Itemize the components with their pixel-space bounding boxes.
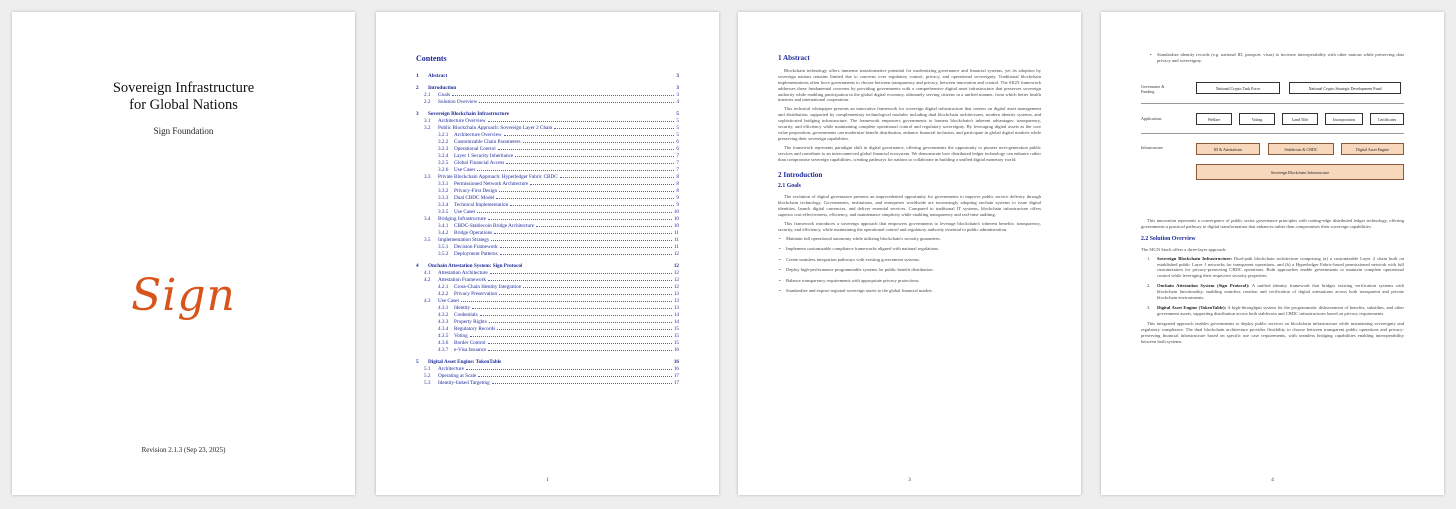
toc-entry-title: Bridging Infrastructure — [438, 216, 486, 222]
toc-entry[interactable] — [416, 118, 679, 125]
toc-entry-page: 9 — [676, 202, 679, 208]
toc-entry-page: 10 — [673, 223, 679, 229]
toc-entry-number: 3.2.2 — [438, 139, 449, 145]
toc-entry-page: 12 — [673, 277, 679, 283]
diagram-row-infrastructure — [1141, 134, 1404, 202]
toc-entry[interactable] — [416, 312, 679, 319]
solution-list — [1147, 256, 1404, 317]
toc-entry-number: 4.3.1 — [438, 305, 449, 311]
toc-dot-leader — [478, 373, 671, 377]
toc-entry-number: 5.2 — [424, 373, 431, 379]
toc-entry-number: 3.4.2 — [438, 230, 449, 236]
toc-entry-page: 12 — [673, 263, 679, 269]
toc-dot-leader — [510, 202, 674, 206]
toc-entry[interactable] — [416, 174, 679, 181]
toc-entry[interactable] — [416, 298, 679, 305]
cover-author: Sign Foundation — [153, 126, 214, 136]
cover-page — [12, 12, 355, 495]
diagram-box: National Crypto Strategic Development Fund — [1289, 82, 1401, 94]
toc-entry[interactable] — [416, 291, 679, 298]
toc-entry-page: 7 — [676, 153, 679, 159]
page4-body — [1141, 218, 1404, 347]
toc-entry-page: 16 — [673, 347, 679, 353]
toc-dot-leader — [488, 216, 672, 220]
page-number: 3 — [908, 477, 911, 483]
toc-entry-page: 5 — [676, 111, 679, 117]
diagram-row-label: Governance & Funding — [1141, 84, 1165, 94]
toc-entry-page: 13 — [673, 305, 679, 311]
body-paragraph: This integrated approach enables governments to deploy public services on blockchain infrastructure while maintaining sovereignty and regulatory compliance. The dual blockchain architecture provides flexibility to choose between transparent public operations and privacy-preserving financial infrastructure based on specific use case requirements, with seamless bridging capabilities enabling interoperability between both systems. — [1141, 320, 1404, 344]
toc-dot-leader — [536, 223, 672, 227]
solution-page — [1101, 12, 1444, 495]
solution-overview-heading: 2.2 Solution Overview — [1141, 235, 1196, 242]
toc-entry-title: Onchain Attestation System: Sign Protocol — [428, 263, 523, 269]
toc-entry-title: Regulatory Records — [454, 326, 496, 332]
list-item — [1147, 256, 1404, 280]
toc-entry-page: 7 — [676, 167, 679, 173]
toc-entry-title: Permissioned Network Architecture — [454, 181, 529, 187]
toc-entry[interactable] — [416, 263, 679, 270]
toc-entry[interactable] — [416, 319, 679, 326]
list-item — [1147, 305, 1404, 317]
toc-entry[interactable] — [416, 181, 679, 188]
toc-entry-title: Abstract — [428, 73, 448, 79]
toc-entry-title: Deployment Patterns — [454, 251, 498, 257]
toc-entry-title: Identity — [454, 305, 471, 311]
list-item: • Balance transparency requirements with appropriate privacy protections. — [778, 278, 1041, 284]
toc-entry[interactable] — [416, 359, 679, 366]
toc-entry-page: 16 — [673, 366, 679, 372]
toc-dot-leader — [470, 333, 672, 337]
toc-entry-number: 4.3.2 — [438, 312, 449, 318]
toc-dot-leader — [503, 359, 671, 363]
toc-entry-title: Use Cases — [454, 167, 476, 173]
toc-entry-number: 3.2.3 — [438, 146, 449, 152]
goals-paragraph: The evolution of digital governance presents an unprecedented opportunity for governments to improve public service delivery through blockchain technology. Governments, institutions, and enterprises worldwide are increasingly adopting onchain systems to issue digital identities, launch digital currencies, and deliver essential services. Compared to traditional IT systems, blockchain infrastructure offers superior cost-effectiveness, efficiency, and maintenance simplicity while enabling transparency and real-time auditing. — [778, 194, 1041, 218]
toc-entry-page: 11 — [674, 244, 679, 250]
abstract-paragraph: This technical whitepaper presents an innovative framework for sovereign digital infrastructure that centers on digital asset management and distribution, supported by complementary technological modules including dual blockchain architectures, modern identity systems, and sophisticated bridging infrastructure. The framework empowers governments to harness blockchain's inherent advantages: transparency, security, and efficiency while maintaining complete operational control and regulatory sovereignty. By leveraging digital assets as the core value proposition, governments can modernize benefit distribution, enhance financial inclusion, and participate in global digital markets while preserving their sovereign capabilities. — [778, 106, 1041, 141]
toc-entry-number: 3.4 — [424, 216, 431, 222]
toc-entry-number: 4.3.7 — [438, 347, 449, 353]
toc-entry-page: 17 — [673, 380, 679, 386]
toc-entry-page: 6 — [676, 139, 679, 145]
toc-entry-page: 4 — [676, 99, 679, 105]
toc-entry-number: 5.3 — [424, 380, 431, 386]
toc-entry-title: CBDC-Stablecoin Bridge Architecture — [454, 223, 535, 229]
toc-entry[interactable] — [416, 216, 679, 223]
toc-entry-page: 5 — [676, 132, 679, 138]
toc-entry-title: Cross-Chain Identity Integration — [454, 284, 522, 290]
toc-dot-leader — [466, 366, 672, 370]
toc-entry-title: Bridge Operations — [454, 230, 493, 236]
page3-body — [778, 54, 1041, 299]
toc-entry-page: 10 — [673, 209, 679, 215]
sign-logo: Sign — [131, 270, 236, 321]
diagram-base-box: Sovereign Blockchain Infrastructure — [1196, 164, 1404, 180]
toc-entry-page: 15 — [673, 326, 679, 332]
toc-entry-title: Architecture Overview — [454, 132, 502, 138]
toc-entry-title: Dual CBDC Model — [454, 195, 495, 201]
page4-top — [1141, 52, 1404, 68]
toc-entry-number: 3.2 — [424, 125, 431, 131]
sign-stack-diagram — [1141, 74, 1404, 202]
toc-dot-leader — [500, 251, 672, 255]
toc-entry-page: 15 — [673, 340, 679, 346]
toc-entry-number: 3.5 — [424, 237, 431, 243]
list-number: 3. — [1147, 304, 1151, 310]
toc-entry[interactable] — [416, 380, 679, 387]
toc-entry-title: e-Visa Issuance — [454, 347, 487, 353]
toc-list — [416, 73, 679, 387]
toc-dot-leader — [500, 244, 672, 248]
toc-dot-leader — [461, 298, 671, 302]
toc-entry-number: 3.1 — [424, 118, 431, 124]
list-item-title: Digital Asset Engine (TokenTable): — [1157, 304, 1227, 310]
toc-entry-number: 3.2.6 — [438, 167, 449, 173]
toc-entry[interactable] — [416, 153, 679, 160]
toc-entry-page: 5 — [676, 118, 679, 124]
list-item-title: Onchain Attestation System (Sign Protocol): — [1157, 283, 1250, 289]
diagram-row-label: Applications — [1141, 116, 1162, 121]
abstract-heading: 1 Abstract — [778, 54, 810, 62]
list-item-text: Dual-path blockchain architecture comprising (a) a customizable Layer 2 chain built on established public Layer 1 networks for transparent operations, and (b) a Hyperledger Fabric-based permissioned network with full customization for privacy-preserving CBDC operations. Both approaches enable governments to maintain complete operational control while leveraging their respective security properties. — [1157, 255, 1404, 279]
toc-entry[interactable] — [416, 73, 679, 80]
toc-entry[interactable] — [416, 284, 679, 291]
toc-entry-title: Architecture — [438, 366, 464, 372]
list-item-title: Sovereign Blockchain Infrastructure: — [1157, 255, 1232, 261]
toc-entry-title: Attestation Architecture — [438, 270, 488, 276]
toc-entry-title: Credentials — [454, 312, 478, 318]
toc-entry-title: Technical Implementation — [454, 202, 509, 208]
toc-entry[interactable] — [416, 85, 679, 92]
toc-entry-number: 4.2 — [424, 277, 431, 283]
toc-entry-title: Goals — [438, 92, 451, 98]
toc-entry-page: 11 — [674, 230, 679, 236]
toc-dot-leader — [477, 209, 671, 213]
toc-dot-leader — [506, 160, 674, 164]
toc-entry-page: 13 — [673, 298, 679, 304]
toc-entry[interactable] — [416, 230, 679, 237]
toc-entry-page: 14 — [673, 319, 679, 325]
toc-entry-page: 11 — [674, 237, 679, 243]
toc-entry-page: 3 — [676, 92, 679, 98]
toc-dot-leader — [499, 291, 672, 295]
toc-entry-title: Implementation Strategy — [438, 237, 490, 243]
diagram-box: Welfare — [1196, 113, 1232, 125]
introduction-heading: 2 Introduction — [778, 170, 823, 179]
toc-entry-number: 2.2 — [424, 99, 431, 105]
toc-entry-number: 4.2.2 — [438, 291, 449, 297]
toc-entry-number: 4.3.6 — [438, 340, 449, 346]
toc-entry-title: Attestation Framework — [438, 277, 486, 283]
toc-entry[interactable] — [416, 188, 679, 195]
toc-entry[interactable] — [416, 305, 679, 312]
list-number: 2. — [1147, 283, 1151, 289]
toc-entry-number: 2 — [416, 85, 419, 91]
list-item: • Standardize identity records (e.g. national ID, passport, visas) to increase interoperability with other nations while preserving data privacy and sovereignty. — [1149, 52, 1404, 64]
toc-heading: Contents — [416, 54, 447, 63]
toc-entry-title: Private Blockchain Approach: Hyperledger Fabric CBDC — [438, 174, 558, 180]
list-item-text: A high-throughput system for the programmatic disbursement of benefits, subsidies, and other government assets, supporting distribution across both stablecoin and CBDC infrastructures based on privacy requirements. — [1157, 304, 1404, 316]
toc-entry-page: 8 — [676, 174, 679, 180]
toc-entry[interactable] — [416, 132, 679, 139]
toc-entry-number: 4.3.3 — [438, 319, 449, 325]
diagram-box: ID & Attestations — [1196, 143, 1260, 155]
diagram-row-applications — [1141, 104, 1404, 134]
goals-list — [778, 236, 1041, 294]
toc-dot-leader — [497, 326, 671, 330]
toc-entry[interactable] — [416, 125, 679, 132]
toc-entry-title: Use Cases — [454, 209, 476, 215]
toc-entry[interactable] — [416, 333, 679, 340]
toc-dot-leader — [492, 380, 672, 384]
toc-dot-leader — [494, 230, 672, 234]
toc-entry-title: Operating at Scale — [438, 373, 477, 379]
toc-entry-page: 6 — [676, 146, 679, 152]
toc-entry[interactable] — [416, 277, 679, 284]
abstract-paragraph: The framework represents paradigm shift in digital governance, offering governments the opportunity to pioneer next-generation public services and contribute to an interconnected global financial ecosystem. We demonstrate how distributed ledger technology can enhance rather than compromise sovereign capabilities, creating pathways for nations to collaborate in building a unified digital monetary world. — [778, 144, 1041, 162]
toc-entry-page: 8 — [676, 181, 679, 187]
toc-page — [376, 12, 719, 495]
toc-dot-leader — [480, 312, 672, 316]
toc-entry-title: Use Cases — [438, 298, 460, 304]
toc-entry-number: 3.3.4 — [438, 202, 449, 208]
toc-entry[interactable] — [416, 340, 679, 347]
toc-entry[interactable] — [416, 251, 679, 258]
toc-entry-number: 3.4.1 — [438, 223, 449, 229]
toc-dot-leader — [488, 347, 671, 351]
diagram-row-governance — [1141, 74, 1404, 104]
toc-dot-leader — [488, 277, 672, 281]
toc-entry[interactable] — [416, 202, 679, 209]
toc-dot-leader — [489, 319, 672, 323]
toc-entry[interactable] — [416, 111, 679, 118]
toc-entry[interactable] — [416, 209, 679, 216]
abstract-page — [738, 12, 1081, 495]
toc-entry-title: Layer 1 Security Inheritance — [454, 153, 514, 159]
toc-dot-leader — [523, 139, 675, 143]
toc-entry-title: Architecture Overview — [438, 118, 486, 124]
top-list — [1141, 52, 1404, 64]
toc-entry-number: 3.3.3 — [438, 195, 449, 201]
toc-entry-number: 3.3.1 — [438, 181, 449, 187]
toc-entry-title: Customizable Chain Parameters — [454, 139, 521, 145]
diagram-box: Incorporation — [1325, 113, 1363, 125]
toc-entry-number: 3.2.4 — [438, 153, 449, 159]
toc-entry-title: Public Blockchain Approach: Sovereign Layer 2 Chain — [438, 125, 553, 131]
toc-entry[interactable] — [416, 160, 679, 167]
toc-dot-leader — [524, 263, 671, 267]
toc-entry-page: 9 — [676, 195, 679, 201]
toc-entry-number: 3.5.2 — [438, 251, 449, 257]
toc-dot-leader — [498, 146, 675, 150]
diagram-box: Stablecoin & CBDC — [1268, 143, 1334, 155]
page-number: 1 — [546, 477, 549, 483]
toc-entry-number: 4 — [416, 263, 419, 269]
toc-entry-number: 4.1 — [424, 270, 431, 276]
page-number: 4 — [1271, 477, 1274, 483]
diagram-row-label: Infrastructure — [1141, 145, 1163, 150]
toc-dot-leader — [504, 132, 675, 136]
goals-heading: 2.1 Goals — [778, 183, 801, 190]
toc-entry[interactable] — [416, 373, 679, 380]
toc-entry-title: Identity-linked Targeting — [438, 380, 490, 386]
toc-entry-page: 3 — [676, 85, 679, 91]
table-of-contents — [416, 54, 679, 387]
toc-entry-page: 12 — [673, 270, 679, 276]
list-item-text: A unified identity framework that bridges existing verification systems with blockchain functionality, enabling seamless creation and verification of digital attestations across both transparent and private blockchain environments. — [1157, 283, 1404, 301]
toc-dot-leader — [458, 85, 674, 89]
toc-entry-title: Voting — [454, 333, 468, 339]
toc-entry-page: 13 — [673, 291, 679, 297]
toc-dot-leader — [479, 99, 674, 103]
list-item: • Standardize and expose regional sovereign assets to the global financial market. — [778, 288, 1041, 294]
list-item — [1147, 283, 1404, 301]
list-number: 1. — [1147, 255, 1151, 261]
toc-entry-page: 17 — [673, 373, 679, 379]
toc-entry-page: 3 — [676, 73, 679, 79]
toc-dot-leader — [488, 340, 672, 344]
toc-entry-title: Solution Overview — [438, 99, 478, 105]
toc-entry-number: 5 — [416, 359, 419, 365]
toc-entry-title: Border Control — [454, 340, 486, 346]
toc-dot-leader — [452, 92, 674, 96]
toc-entry[interactable] — [416, 244, 679, 251]
toc-entry-page: 14 — [673, 312, 679, 318]
toc-entry-number: 3.2.5 — [438, 160, 449, 166]
toc-dot-leader — [490, 270, 672, 274]
list-item: • Create seamless integration pathways with existing government systems. — [778, 257, 1041, 263]
toc-entry-page: 7 — [676, 160, 679, 166]
toc-entry-number: 4.3.5 — [438, 333, 449, 339]
toc-entry-number: 3.3 — [424, 174, 431, 180]
body-paragraph: The SIGN Stack offers a three-layer approach: — [1141, 246, 1227, 252]
toc-entry-title: Operational Control — [454, 146, 496, 152]
diagram-box: Certificates — [1370, 113, 1404, 125]
toc-entry-number: 3.3.2 — [438, 188, 449, 194]
toc-entry-title: Property Rights — [454, 319, 487, 325]
cover-title-line2: for Global Nations — [129, 97, 238, 113]
toc-entry[interactable] — [416, 195, 679, 202]
toc-dot-leader — [496, 195, 674, 199]
toc-dot-leader — [472, 305, 672, 309]
toc-entry-number: 5.1 — [424, 366, 431, 372]
diagram-box: Digital Asset Engine — [1341, 143, 1404, 155]
toc-entry[interactable] — [416, 270, 679, 277]
toc-entry-number: 4.2.1 — [438, 284, 449, 290]
goals-paragraph: This framework introduces a sovereign approach that empowers governments to leverage blockchain's inherent benefits: transparency, security, and efficiency, while maintaining the operational control and regulatory authority essential to public administration. — [778, 220, 1041, 232]
toc-entry-title: Global Financial Access — [454, 160, 505, 166]
toc-entry[interactable] — [416, 92, 679, 99]
toc-entry-number: 3.3.5 — [438, 209, 449, 215]
toc-entry-number: 3 — [416, 111, 419, 117]
toc-entry[interactable] — [416, 139, 679, 146]
toc-entry-page: 5 — [676, 125, 679, 131]
toc-dot-leader — [499, 188, 674, 192]
toc-entry-title: Introduction — [428, 85, 457, 91]
toc-entry-number: 3.2.1 — [438, 132, 449, 138]
toc-entry[interactable] — [416, 237, 679, 244]
toc-entry[interactable] — [416, 146, 679, 153]
toc-entry-title: Sovereign Blockchain Infrastructure — [428, 111, 510, 117]
toc-entry-page: 10 — [673, 216, 679, 222]
toc-dot-leader — [488, 118, 675, 122]
toc-entry-title: Privacy Preservation — [454, 291, 498, 297]
toc-dot-leader — [554, 125, 674, 129]
diagram-box: Voting — [1239, 113, 1275, 125]
toc-entry-page: 15 — [673, 333, 679, 339]
toc-entry-title: Digital Asset Engine: TokenTable — [428, 359, 502, 365]
list-item: • Deploy high-performance programmable systems for public benefit distribution. — [778, 267, 1041, 273]
list-item: • Maintain full operational autonomy while utilizing blockchain's security guarantees. — [778, 236, 1041, 242]
abstract-paragraph: Blockchain technology offers immense transformative potential for modernizing governance and financial systems, yet its adoption by sovereign nations remains limited due to concerns over regulatory control, privacy, and operational sovereignty. Traditional blockchain implementations often force governments to choose between transparency and privacy, between innovation and control. The SIGN framework addresses these fundamental concerns by providing governments with a comprehensive digital asset infrastructure that preserves sovereign authority while enabling participation in the global digital economy, ultimately serving citizens in a unified manner, from which better health interests and international cooperation. — [778, 67, 1041, 103]
list-item: • Implement customizable compliance frameworks aligned with national regulations. — [778, 246, 1041, 252]
toc-dot-leader — [511, 111, 674, 115]
toc-dot-leader — [560, 174, 675, 178]
toc-entry-number: 2.1 — [424, 92, 431, 98]
toc-dot-leader — [515, 153, 674, 157]
toc-entry[interactable] — [416, 223, 679, 230]
toc-entry[interactable] — [416, 99, 679, 106]
toc-entry[interactable] — [416, 167, 679, 174]
toc-dot-leader — [530, 181, 674, 185]
toc-entry-title: Decision Framework — [454, 244, 498, 250]
toc-entry-number: 3.5.1 — [438, 244, 449, 250]
diagram-box: National Crypto Task Force — [1196, 82, 1280, 94]
toc-entry-number: 4.3 — [424, 298, 431, 304]
toc-entry-page: 8 — [676, 188, 679, 194]
toc-entry[interactable] — [416, 347, 679, 354]
toc-entry-page: 12 — [673, 284, 679, 290]
toc-entry-page: 16 — [673, 359, 679, 365]
cover-title-line1: Sovereign Infrastructure — [112, 80, 255, 96]
body-paragraph: This innovation represents a convergence of public sector governance principles with cutting-edge distributed ledger technology, offering governments a practical pathway to digital transformation that enhances rather than compromises their sovereign capabilities. — [1141, 218, 1404, 229]
toc-dot-leader — [449, 73, 674, 77]
toc-dot-leader — [477, 167, 674, 171]
cover-title — [12, 80, 355, 114]
diagram-box: Land Title — [1282, 113, 1318, 125]
toc-entry[interactable] — [416, 366, 679, 373]
toc-dot-leader — [523, 284, 671, 288]
cover-revision: Revision 2.1.3 (Sep 23, 2025) — [141, 446, 226, 454]
toc-entry-number: 1 — [416, 73, 419, 79]
toc-entry[interactable] — [416, 326, 679, 333]
toc-entry-page: 12 — [673, 251, 679, 257]
toc-entry-title: Privacy-First Design — [454, 188, 498, 194]
toc-dot-leader — [491, 237, 672, 241]
toc-entry-number: 4.3.4 — [438, 326, 449, 332]
